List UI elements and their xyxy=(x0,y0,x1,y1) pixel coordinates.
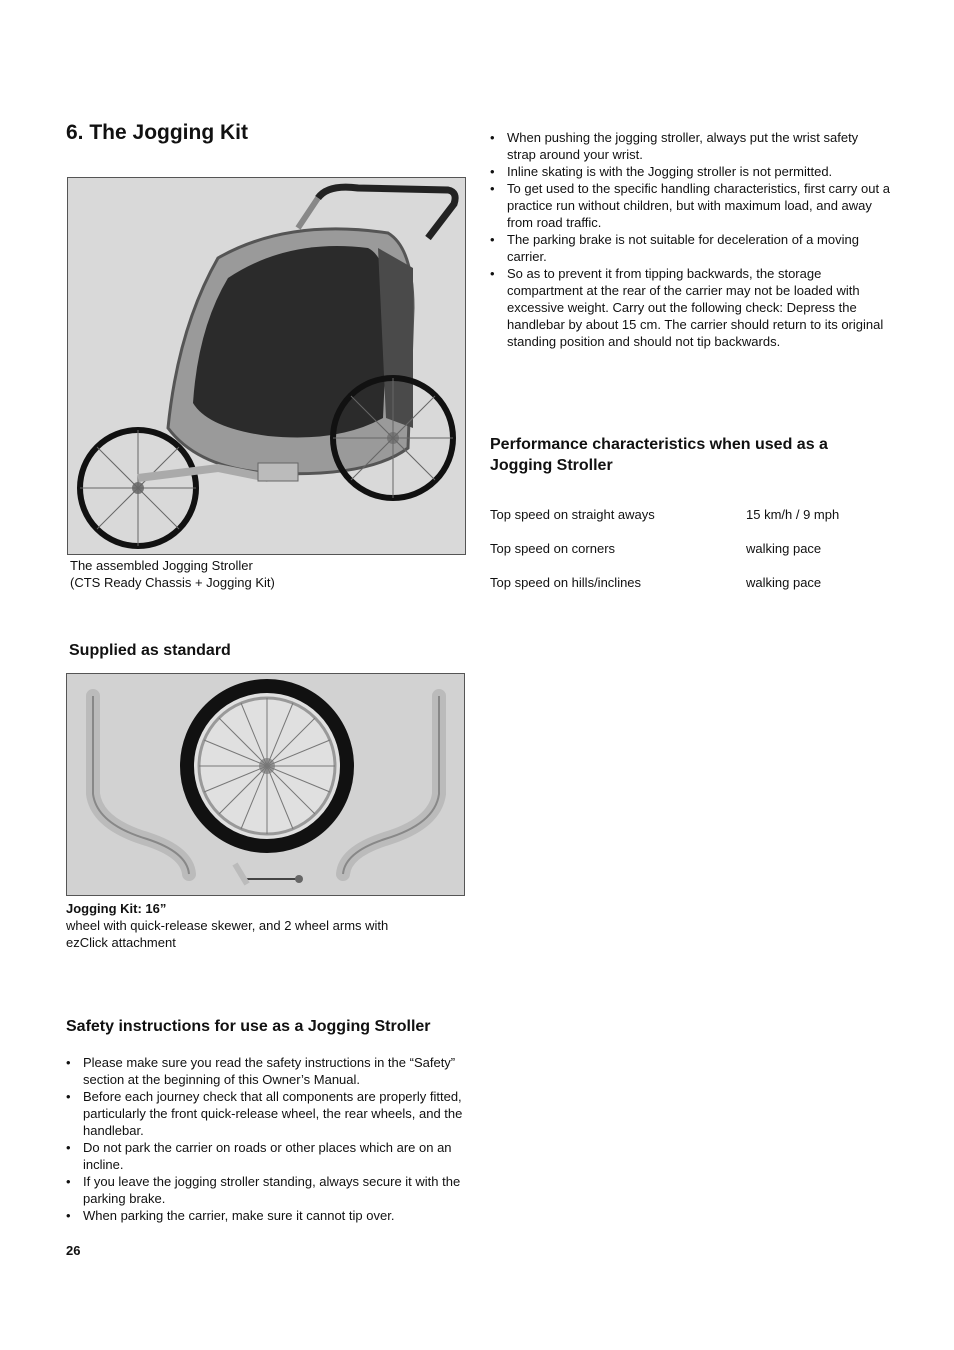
list-item: • The parking brake is not suitable for deceleration of a moving carrier. xyxy=(490,231,890,265)
figure1-caption-line2: (CTS Ready Chassis + Jogging Kit) xyxy=(70,575,275,590)
figure1-caption-line1: The assembled Jogging Stroller xyxy=(70,558,253,573)
jogging-safety-list xyxy=(490,129,890,350)
supplied-caption-line2: ezClick attachment xyxy=(66,935,176,950)
safety-heading: Safety instructions for use as a Jogging Stroller xyxy=(66,1018,431,1035)
kit-parts-photo xyxy=(66,673,465,896)
performance-label: Top speed on straight aways xyxy=(490,506,655,522)
performance-label: Top speed on corners xyxy=(490,540,616,556)
list-item: • To get used to the specific handling characteristics, first carry out a practice run without children, but with maximum load, and away from road traffic. xyxy=(490,180,890,231)
table-row xyxy=(490,565,839,599)
page-number: 26 xyxy=(66,1243,81,1258)
performance-heading: Performance characteristics when used as a Jogging Stroller xyxy=(490,436,828,474)
supplied-caption-line1: wheel with quick-release skewer, and 2 wheel arms with xyxy=(66,918,389,933)
table-row xyxy=(490,497,839,531)
performance-value: 15 km/h / 9 mph xyxy=(746,506,840,522)
list-item: • Inline skating is with the Jogging stroller is not permitted. xyxy=(490,163,890,180)
performance-table xyxy=(490,497,839,599)
page-title: 6. The Jogging Kit xyxy=(66,121,248,144)
list-item: • When pushing the jogging stroller, always put the wrist safety strap around your wrist. xyxy=(490,129,890,163)
table-row xyxy=(490,531,839,565)
list-item: • Do not park the carrier on roads or other places which are on an incline. xyxy=(66,1139,466,1173)
list-item: • When parking the carrier, make sure it cannot tip over. xyxy=(66,1207,466,1224)
supplied-heading: Supplied as standard xyxy=(69,642,231,659)
list-item: • If you leave the jogging stroller standing, always secure it with the parking brake. xyxy=(66,1173,466,1207)
supplied-caption-title: Jogging Kit: 16” xyxy=(66,901,167,916)
performance-value: walking pace xyxy=(746,574,822,590)
safety-list xyxy=(66,1054,466,1224)
list-item: • Before each journey check that all components are properly fitted, particularly the front quick-release wheel, the rear wheels, and the handlebar. xyxy=(66,1088,466,1139)
list-item: • So as to prevent it from tipping backwards, the storage compartment at the rear of the carrier may not be loaded with excessive weight. Carry out the following check: Depress the handlebar by about 15 cm. The carrier should return to its original standing position and should not tip backwards. xyxy=(490,265,890,350)
stroller-photo xyxy=(67,177,466,555)
list-item: • Please make sure you read the safety instructions in the “Safety” section at the beginning of this Owner’s Manual. xyxy=(66,1054,466,1088)
performance-value: walking pace xyxy=(746,540,822,556)
performance-label: Top speed on hills/inclines xyxy=(490,574,642,590)
